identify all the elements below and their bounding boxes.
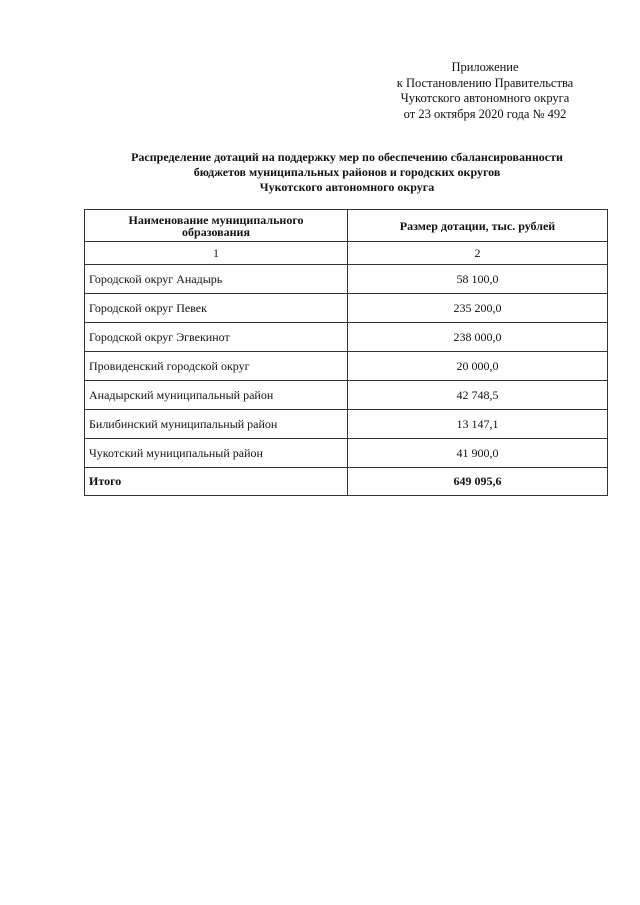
total-label: Итого — [85, 468, 348, 496]
title-line-3: Чукотского автономного округа — [259, 180, 435, 194]
header-subsidy-amount: Размер дотации, тыс. рублей — [348, 210, 608, 242]
header-name-line-1: Наименование муниципального — [128, 212, 304, 227]
table-row — [85, 439, 608, 468]
municipality-name: Городской округ Певек — [85, 294, 348, 323]
column-number-1: 1 — [85, 242, 348, 265]
municipality-name: Провиденский городской округ — [85, 352, 348, 381]
header-municipality-name — [85, 210, 348, 242]
subsidy-amount: 13 147,1 — [348, 410, 608, 439]
appendix-region: Чукотского автономного округа — [400, 91, 570, 105]
subsidy-amount: 238 000,0 — [348, 323, 608, 352]
appendix-resolution: к Постановлению Правительства — [396, 75, 574, 90]
municipality-name: Городской округ Анадырь — [85, 265, 348, 294]
appendix-block — [380, 60, 590, 122]
table-row — [85, 323, 608, 352]
appendix-label: Приложение — [451, 60, 519, 74]
table-row — [85, 410, 608, 439]
appendix-date-number: от 23 октября 2020 года № 492 — [403, 106, 567, 121]
table-header-row — [85, 210, 608, 242]
municipality-name: Городской округ Эгвекинот — [85, 323, 348, 352]
column-number-row — [85, 242, 608, 265]
title-line-1: Распределение дотаций на поддержку мер по обеспечению сбалансированности — [131, 150, 563, 164]
subsidies-table — [84, 209, 608, 496]
subsidy-amount: 41 900,0 — [348, 439, 608, 468]
table-row — [85, 381, 608, 410]
table-row — [85, 265, 608, 294]
municipality-name: Билибинский муниципальный район — [85, 410, 348, 439]
table-row — [85, 294, 608, 323]
column-number-2: 2 — [348, 242, 608, 265]
table-row — [85, 352, 608, 381]
subsidy-amount: 20 000,0 — [348, 352, 608, 381]
total-row — [85, 468, 608, 496]
title-line-2: бюджетов муниципальных районов и городских округов — [193, 165, 501, 179]
subsidy-amount: 58 100,0 — [348, 265, 608, 294]
subsidy-amount: 235 200,0 — [348, 294, 608, 323]
municipality-name: Анадырский муниципальный район — [85, 381, 348, 410]
subsidy-amount: 42 748,5 — [348, 381, 608, 410]
municipality-name: Чукотский муниципальный район — [85, 439, 348, 468]
document-title — [84, 150, 610, 195]
total-amount: 649 095,6 — [348, 468, 608, 496]
header-name-line-2: образования — [182, 224, 250, 239]
